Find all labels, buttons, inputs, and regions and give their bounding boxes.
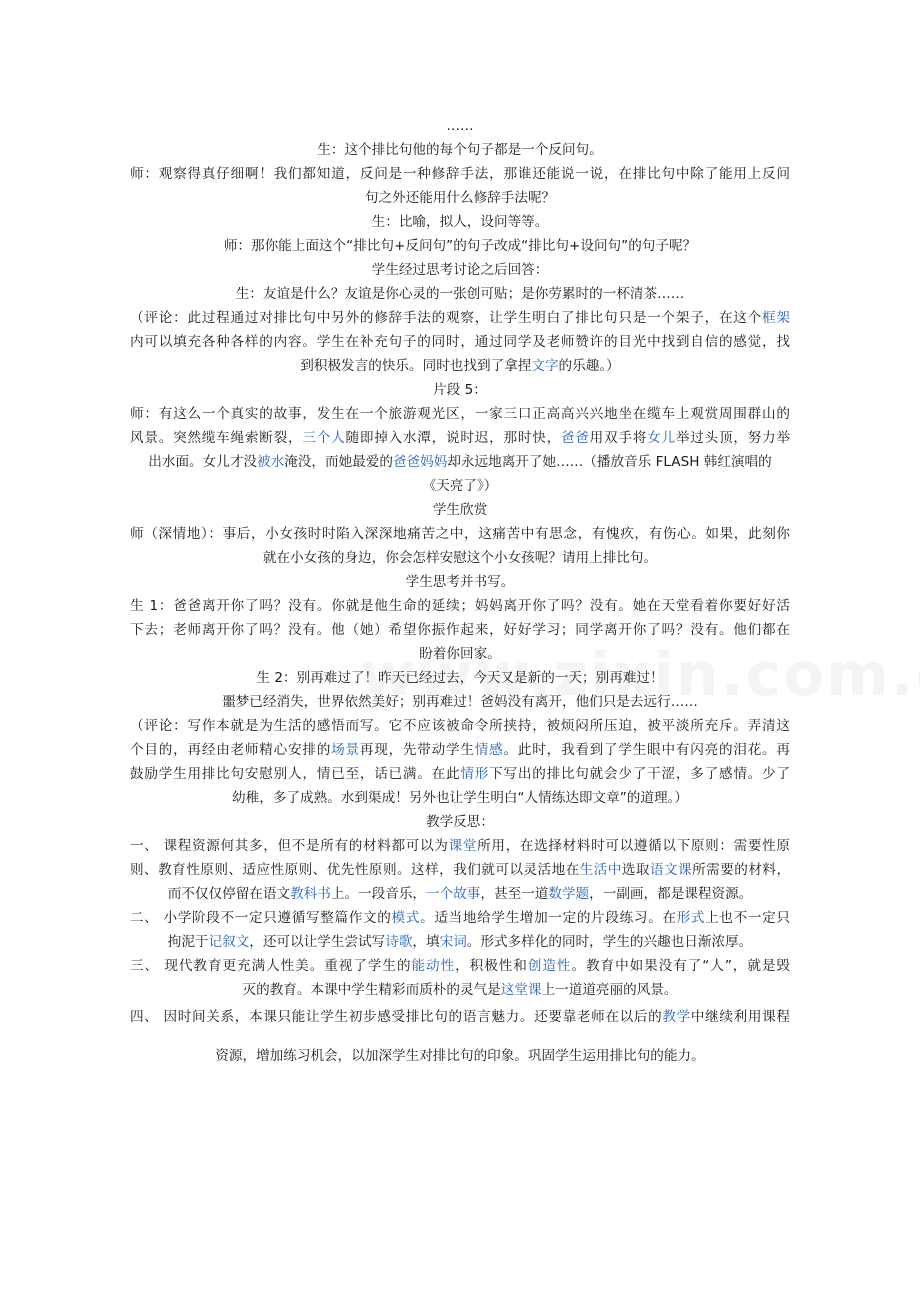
text-segment: 用双手将 (589, 430, 648, 446)
text-segment: 举过头顶，努力举 (675, 430, 791, 446)
text-line (130, 354, 790, 378)
text-line (130, 738, 790, 762)
text-line: 句之外还能用什么修辞手法呢？ (364, 190, 556, 206)
text-segment: 随即掉入水潭，说时迟，那时快， (345, 430, 561, 446)
list-item-text: 资源，增加练习机会，以加深学生对排比句的印象。巩固学生运用排比句的能力。 (215, 1048, 705, 1064)
text-line: 学生欣赏 (432, 502, 488, 518)
list-item-text (130, 858, 790, 882)
list-item-text (130, 930, 790, 954)
keyword-link[interactable]: 课堂 (448, 838, 478, 854)
text-segment: 中继续利用课程 (690, 1009, 791, 1025)
text-line: 就在小女孩的身边，你会怎样安慰这个小女孩呢？请用上排比句。 (262, 550, 658, 566)
text-line (130, 762, 790, 786)
keyword-link[interactable]: 语文课 (649, 862, 693, 878)
keyword-link[interactable]: 创造性 (527, 958, 572, 974)
list-item-text (130, 882, 790, 906)
text-line (130, 426, 790, 450)
text-line: 师：有这么一个真实的故事，发生在一个旅游观光区，一家三口正高高兴兴地坐在缆车上观赏周围群山的 (130, 406, 790, 422)
text-segment: ，填 (412, 934, 440, 950)
keyword-link[interactable]: 教科书 (290, 886, 331, 902)
text-line: 师：观察得真仔细啊！我们都知道，反问是一种修辞手法，那谁还能说一说，在排比句中除了能用上反问 (130, 166, 790, 182)
keyword-link[interactable]: 形式 (676, 910, 706, 926)
text-line: 生 2：别再难过了！昨天已经过去，今天又是新的一天；别再难过！ (256, 670, 664, 686)
keyword-link[interactable]: 记叙文 (208, 934, 250, 950)
text-segment: ，一副画，都是课程资源。 (589, 886, 753, 902)
text-segment: 拘泥于 (167, 934, 209, 950)
text-line: 《天亮了》） (422, 478, 498, 494)
text-segment: ，积极性和 (455, 958, 528, 974)
text-segment: 上。一段音乐， (330, 886, 427, 902)
list-item-text (130, 954, 790, 978)
text-segment: ，还可以让学生尝试写 (249, 934, 386, 950)
text-line: 噩梦已经消失，世界依然美好；别再难过！爸妈没有离开，他们只是去远行…… (222, 694, 698, 710)
keyword-link[interactable]: 模式 (391, 910, 421, 926)
text-segment: 一、 课程资源何其多，但不是所有的材料都可以为 (130, 838, 449, 854)
keyword-link[interactable]: 情感 (474, 742, 504, 758)
text-segment: 风景。突然缆车绳索断裂， (130, 430, 303, 446)
text-segment: 。此时，我看到了学生眼中有闪亮的泪花。再 (503, 742, 791, 758)
keyword-link[interactable]: 宋词 (439, 934, 467, 950)
keyword-link[interactable]: 诗歌 (385, 934, 413, 950)
keyword-link[interactable]: 教学 (662, 1009, 691, 1025)
keyword-link[interactable]: 情形 (460, 766, 490, 782)
text-line: 生 1：爸爸离开你了吗？没有。你就是他生命的延续；妈妈离开你了吗？没有。她在天堂看着你要好好活 (130, 598, 790, 614)
keyword-link[interactable]: 文字 (531, 358, 559, 374)
text-segment: 出水面。女儿才没 (148, 454, 258, 470)
keyword-link[interactable]: 场景 (331, 742, 360, 758)
text-segment: 灭的教育。本课中学生精彩而质朴的灵气是 (242, 982, 501, 998)
text-segment: 淹没，而她最爱的 (284, 454, 393, 470)
text-segment: ，甚至一道 (480, 886, 549, 902)
text-segment: 而不仅仅停留在语文 (167, 886, 291, 902)
section-heading: 教学反思： (426, 814, 494, 830)
text-line: 生：这个排比句他的每个句子都是一个反问句。 (317, 142, 603, 158)
text-line: 学生思考并书写。 (405, 574, 515, 590)
ellipsis-line: …… (446, 118, 474, 134)
text-line: 幼稚，多了成熟。水到渠成！另外也让学生明白“人情练达即文章”的道理。） (232, 790, 688, 806)
text-segment: 鼓励学生用排比句安慰别人，情已至，话已满。在此 (130, 766, 461, 782)
keyword-link[interactable]: 女儿 (647, 430, 676, 446)
list-item-text (130, 1005, 790, 1029)
text-line: 学生经过思考讨论之后回答： (371, 262, 549, 278)
text-line (130, 306, 790, 330)
text-segment: 则、教育性原则、适应性原则、优先性原则。这样，我们就可以灵活地在 (130, 862, 580, 878)
text-segment: 上也不一定只 (705, 910, 791, 926)
text-segment: 所用，在选择材料时可以遵循以下原则：需要性原 (477, 838, 790, 854)
text-line: 生：友谊是什么？友谊是你心灵的一张创可贴；是你劳累时的一杯清茶…… (235, 286, 685, 302)
keyword-link[interactable]: 爸爸 (560, 430, 590, 446)
text-segment: 所需要的材料， (692, 862, 791, 878)
keyword-link[interactable]: 数学题 (548, 886, 590, 902)
keyword-link[interactable]: 爸爸妈妈 (392, 454, 448, 470)
list-item-text (130, 834, 790, 858)
keyword-link[interactable]: 这堂课 (500, 982, 542, 998)
text-line: 盼着你回家。 (419, 646, 501, 662)
text-line: 师：那你能上面这个“排比句+反问句”的句子改成“排比句+设问句”的句子呢？ (223, 238, 697, 254)
text-segment: 的乐趣。） (558, 358, 620, 374)
text-segment: 再现，先带动学生 (359, 742, 475, 758)
text-segment: 上一道道亮丽的风景。 (541, 982, 678, 998)
keyword-link[interactable]: 框架 (762, 310, 791, 326)
text-line: 内可以填充各种各样的内容。学生在补充句子的同时，通过同学及老师赞许的目光中找到自信的感觉，找 (130, 334, 790, 350)
list-item-text (130, 978, 790, 1002)
text-segment: 四、 因时间关系，本课只能让学生初步感受排比句的语言魅力。还要靠老师在以后的 (130, 1009, 663, 1025)
text-line: 下去；老师离开你了吗？没有。他（她）希望你振作起来，好好学习；同学离开你了吗？没有。他们都在 (130, 622, 790, 638)
text-line (130, 450, 790, 474)
text-segment: 下写出的排比句就会少了干涩，多了感情。少了 (489, 766, 791, 782)
keyword-link[interactable]: 被水 (257, 454, 285, 470)
keyword-link[interactable]: 能动性 (411, 958, 456, 974)
text-segment: （评论：此过程通过对排比句中另外的修辞手法的观察，让学生明白了排比句只是一个架子，在这个 (130, 310, 763, 326)
keyword-link[interactable]: 三个人 (302, 430, 346, 446)
text-segment: 。教育中如果没有了“人”，就是毁 (571, 958, 791, 974)
keyword-link[interactable]: 生活中 (579, 862, 622, 878)
text-segment: 选取 (621, 862, 650, 878)
text-segment: 。形式多样化的同时，学生的兴趣也日渐浓厚。 (466, 934, 753, 950)
text-segment: 到积极发言的快乐。同时也找到了拿捏 (300, 358, 532, 374)
text-segment: 三、 现代教育更充满人性美。重视了学生的 (130, 958, 412, 974)
text-segment: 。适当地给学生增加一定的片段练习。在 (420, 910, 677, 926)
text-segment: 二、 小学阶段不一定只遵循写整篇作文的 (130, 910, 392, 926)
text-segment: 个目的，再经由老师精心安排的 (130, 742, 332, 758)
list-item-text (130, 906, 790, 930)
text-segment: 却永远地离开了她……（播放音乐 FLASH 韩红演唱的 (447, 454, 772, 470)
text-line: 师（深情地）：事后，小女孩时时陷入深深地痛苦之中，这痛苦中有思念，有愧疚，有伤心。如果，此刻你 (130, 526, 790, 542)
keyword-link[interactable]: 一个故事 (426, 886, 481, 902)
text-line: （评论：写作本就是为生活的感悟而写。它不应该被命令所挟持，被烦闷所压迫，被平淡所充斥。弄清这 (130, 718, 790, 734)
text-line: 生：比喻，拟人，设问等等。 (371, 214, 549, 230)
section-heading: 片段 5： (433, 382, 487, 398)
